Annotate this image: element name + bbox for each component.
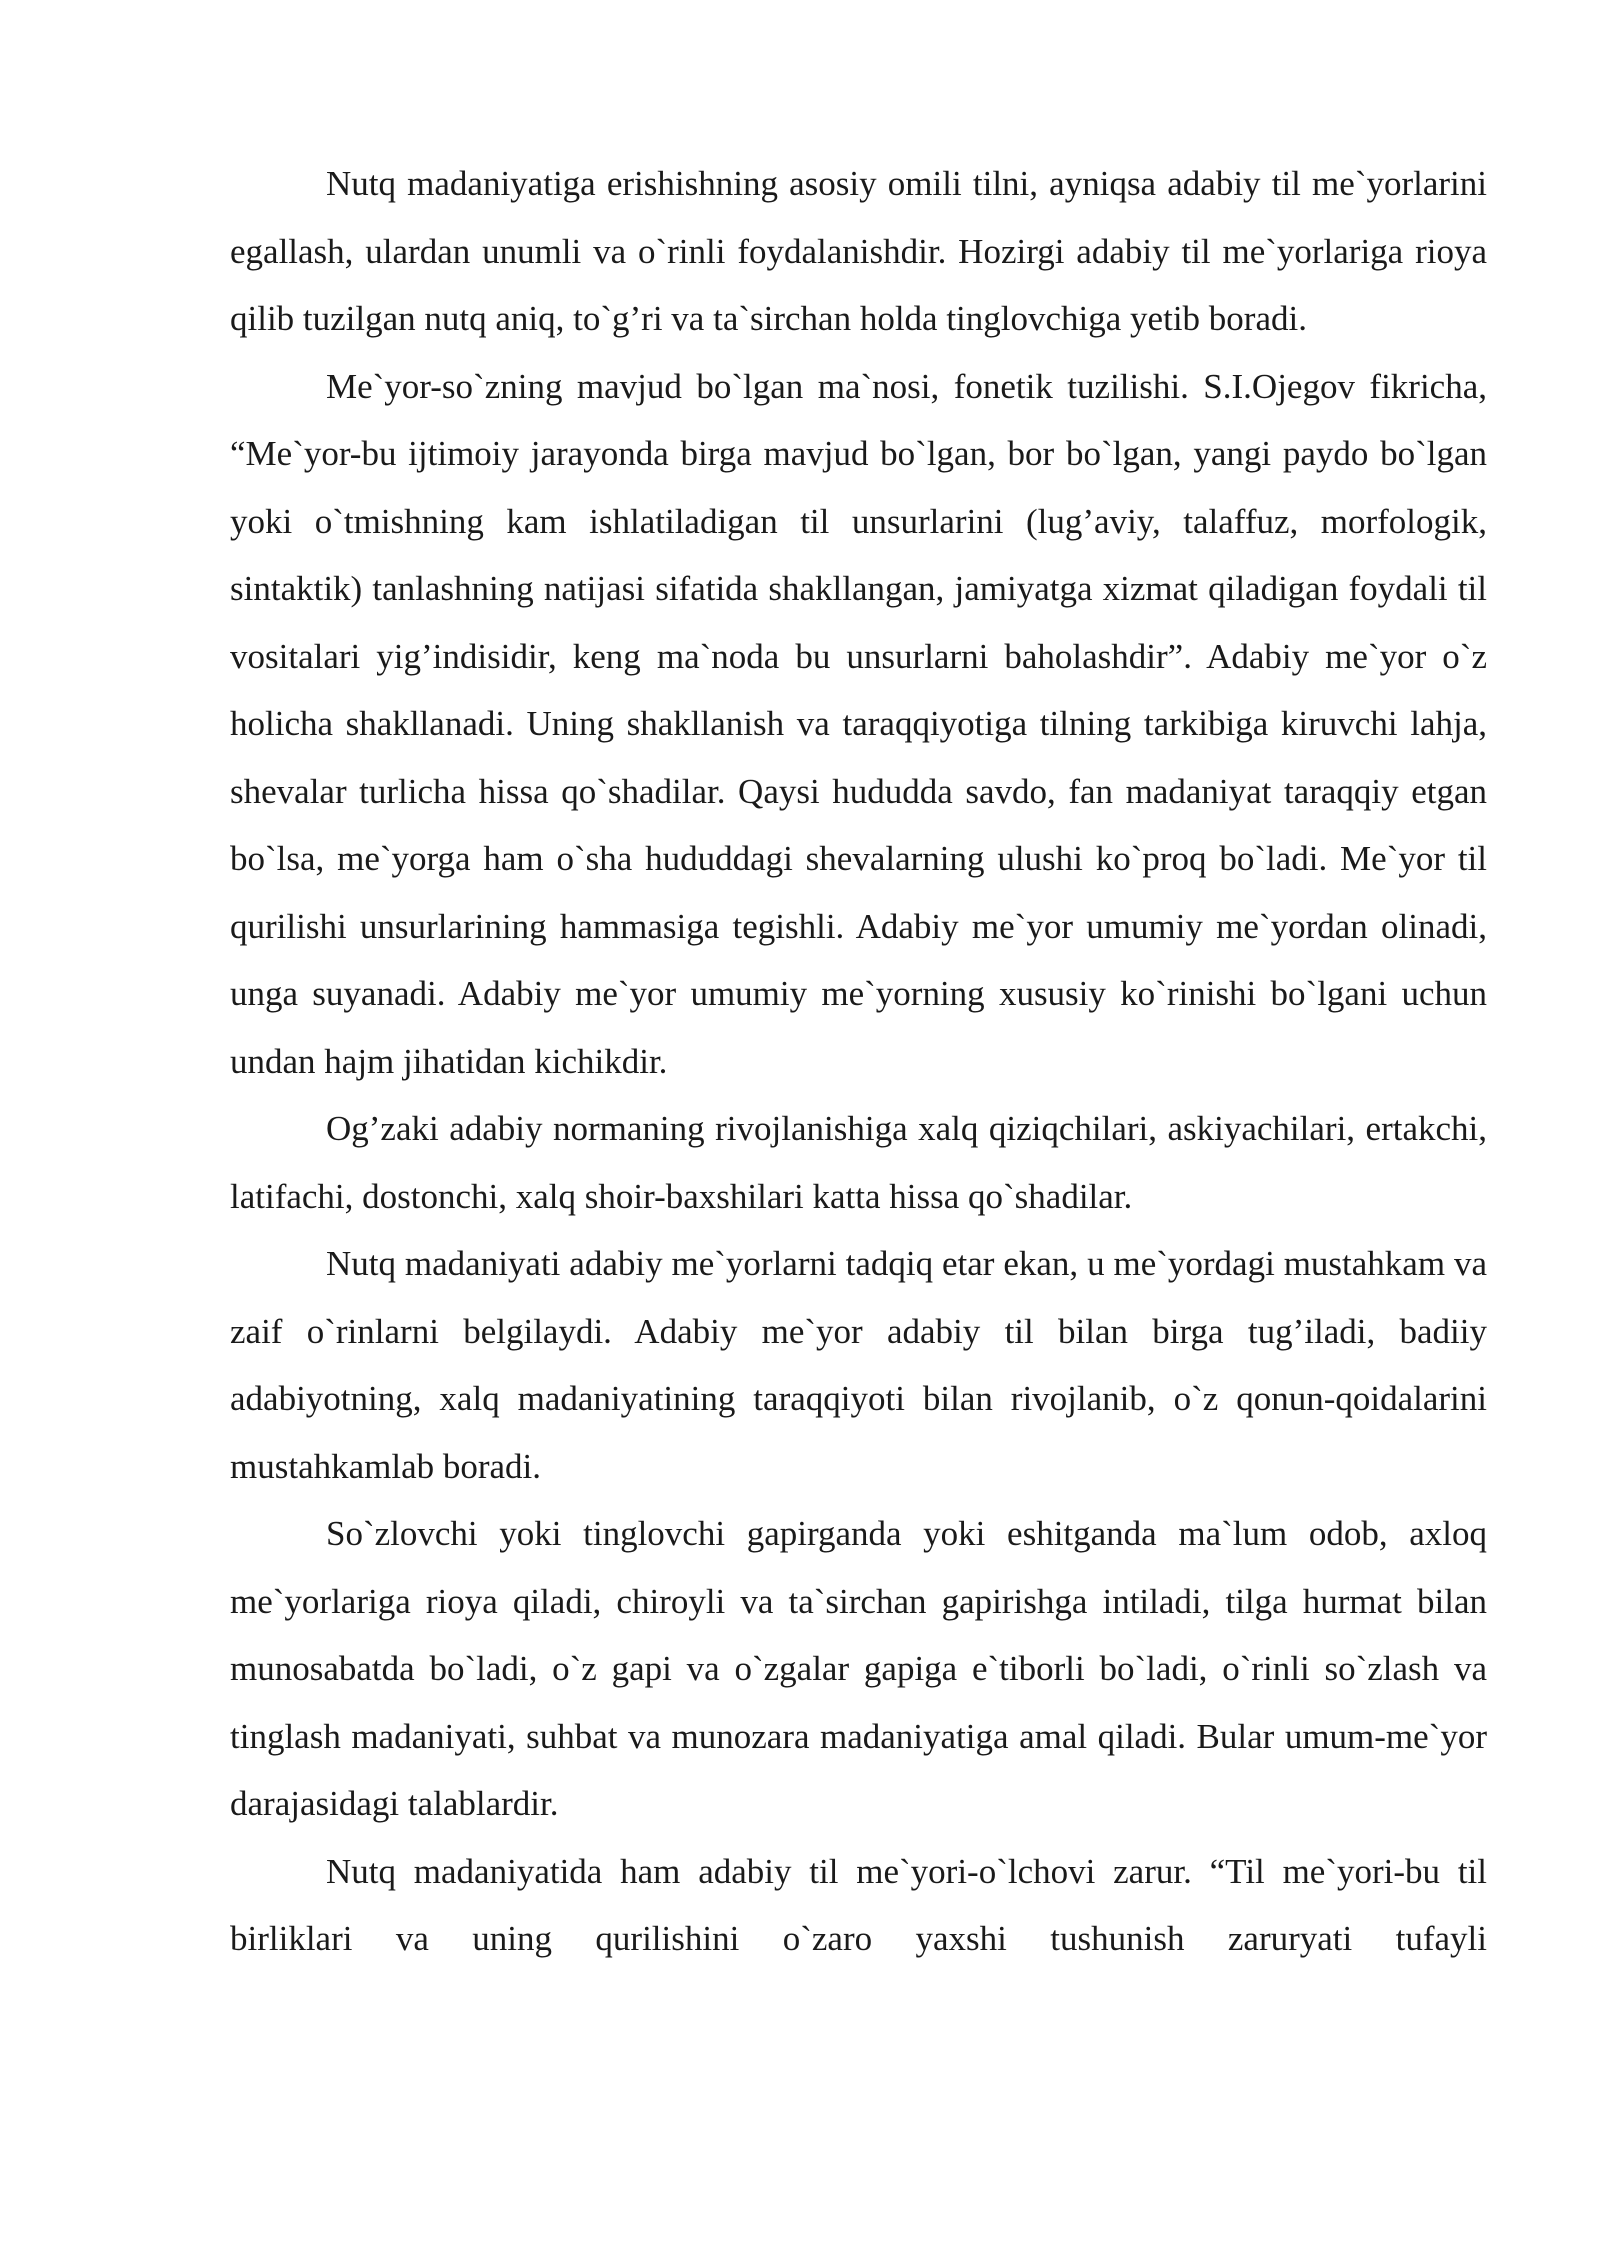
paragraph-3: Og’zaki adabiy normaning rivojlanishiga xalq qiziqchilari, askiyachilari, ertakchi, latifachi, dostonchi, xalq shoir-baxshilari katta hissa qo`shadilar.: [230, 1109, 1487, 1216]
paragraph-5: So`zlovchi yoki tinglovchi gapirganda yoki eshitganda ma`lum odob, axloq me`yorlariga rioya qiladi, chiroyli va ta`sirchan gapirishga intiladi, tilga hurmat bilan munosabatda bo`ladi, o`z gapi va o`zgalar gapiga e`tiborli bo`ladi, o`rinli so`zlash va tinglash madaniyati, suhbat va munozara madaniyatiga amal qiladi. Bular umum-me`yor darajasidagi talablardir.: [230, 1514, 1487, 1823]
paragraph-1: Nutq madaniyatiga erishishning asosiy omili tilni, ayniqsa adabiy til me`yorlarini egallash, ulardan unumli va o`rinli foydalanishdir. Hozirgi adabiy til me`yorlariga rioya qilib tuzilgan nutq aniq, to`g’ri va ta`sirchan holda tinglovchiga yetib boradi.: [230, 164, 1487, 338]
document-body: [230, 150, 1487, 1973]
paragraph-6: Nutq madaniyatida ham adabiy til me`yori-o`lchovi zarur. “Til me`yori-bu til birliklari va uning qurilishini o`zaro yaxshi tushunish zaruryati tufayli: [230, 1851, 1487, 1958]
paragraph-2: Me`yor-so`zning mavjud bo`lgan ma`nosi, fonetik tuzilishi. S.I.Ojegov fikricha, “Me`yor-bu ijtimoiy jarayonda birga mavjud bo`lgan, bor bo`lgan, yangi paydo bo`lgan yoki o`tmishning kam ishlatiladigan til unsurlarini (lug’aviy, talaffuz, morfologik, sintaktik) tanlashning natijasi sifatida shakllangan, jamiyatga xizmat qiladigan foydali til vositalari yig’indisidir, keng ma`noda bu unsurlarni baholashdir”. Adabiy me`yor o`z holicha shakllanadi. Uning shakllanish va taraqqiyotiga tilning tarkibiga kiruvchi lahja, shevalar turlicha hissa qo`shadilar. Qaysi hududda savdo, fan madaniyat taraqqiy etgan bo`lsa, me`yorga ham o`sha hududdagi shevalarning ulushi ko`proq bo`ladi. Me`yor til qurilishi unsurlarining hammasiga tegishli. Adabiy me`yor umumiy me`yordan olinadi, unga suyanadi. Adabiy me`yor umumiy me`yorning xususiy ko`rinishi bo`lgani uchun undan hajm jihatidan kichikdir.: [230, 366, 1487, 1081]
paragraph-4: Nutq madaniyati adabiy me`yorlarni tadqiq etar ekan, u me`yordagi mustahkam va zaif o`rinlarni belgilaydi. Adabiy me`yor adabiy til bilan birga tug’iladi, badiiy adabiyotning, xalq madaniyatining taraqqiyoti bilan rivojlanib, o`z qonun-qoidalarini mustahkamlab boradi.: [230, 1244, 1487, 1486]
